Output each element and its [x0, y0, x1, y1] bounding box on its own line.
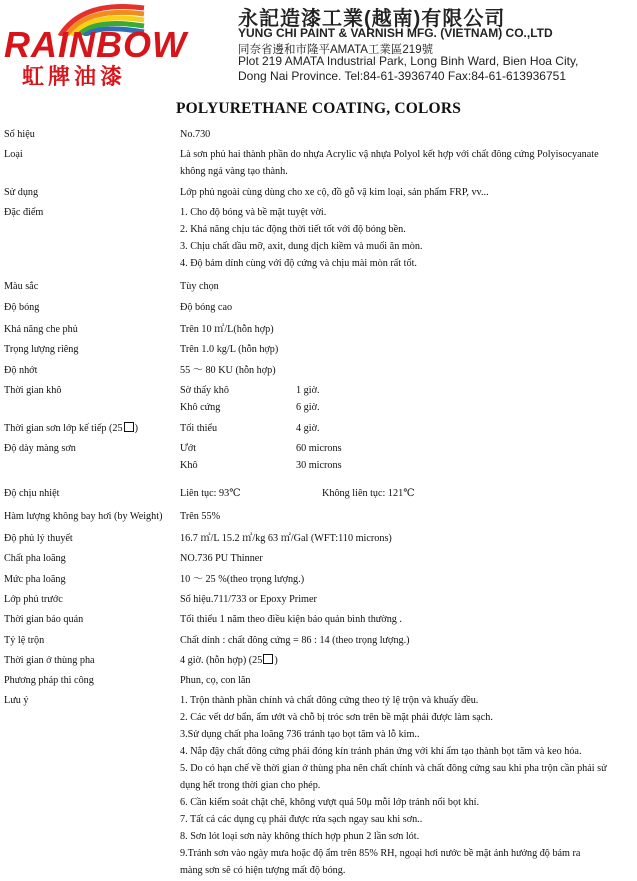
spec-value-line: 8. Sơn lót loại sơn này không thích hợp phun 2 lần sơn lót.: [180, 831, 420, 843]
spec-label: Thời gian khô: [4, 384, 62, 396]
spec-value-line: 1. Trộn thành phần chính và chất đông cứng theo tỷ lệ trộn và khuấy đều.: [180, 695, 479, 707]
spec-value-line: 3.Sử dụng chất pha loãng 736 tránh tạo bọt tăm và lỗ kim..: [180, 729, 420, 741]
spec-label: Số hiệu: [4, 129, 35, 140]
spec-label: Độ phủ lý thuyết: [4, 533, 73, 544]
spec-label: Lớp phủ trước: [4, 593, 63, 605]
spec-label: Khả năng che phủ: [4, 324, 78, 335]
spec-subitem: Sờ thấy khô: [180, 384, 229, 396]
spec-value: [180, 634, 632, 651]
spec-value-line: 4. Độ bám dính cùng với độ cứng và chịu mài mòn rất tốt.: [180, 258, 417, 270]
spec-value-line: 6. Cần kiểm soát chặt chẽ, không vượt quá 50μ mỗi lớp tránh nổi bọt khí.: [180, 797, 480, 809]
document-title: POLYURETHANE COATING, COLORS: [175, 100, 462, 117]
spec-subitem: Ướt: [180, 442, 197, 454]
spec-value-line: NO.736 PU Thinner: [180, 553, 263, 565]
degree-box-icon: [124, 422, 134, 432]
brand-logo-text: RAINBOW: [4, 24, 187, 65]
spec-label: Thời gian ở thùng pha: [4, 654, 95, 666]
spec-label: Thời gian bảo quản: [4, 614, 84, 626]
spec-label: Độ chịu nhiệt: [4, 488, 60, 500]
spec-value-line: No.730: [180, 129, 211, 140]
spec-value-line: [180, 401, 632, 418]
spec-subvalue: 6 giờ.: [296, 401, 320, 413]
spec-value: [180, 280, 632, 297]
spec-subvalue: Không liên tục: 121℃: [322, 488, 415, 500]
spec-value-line: 3. Chịu chất dầu mỡ, axit, dung dịch kiềm và muối ăn mòn.: [180, 241, 423, 253]
spec-value: [180, 694, 632, 881]
spec-value: [180, 422, 632, 439]
spec-value: [180, 654, 632, 671]
spec-value: [180, 593, 632, 610]
spec-value: [180, 148, 632, 182]
spec-value-line: 5. Do có hạn chế về thời gian ở thùng pha nên chất chính và chất đông cứng sau khi pha trộn cần phải sử: [180, 763, 607, 775]
spec-subvalue: 60 microns: [296, 442, 342, 454]
spec-value-line: Là sơn phủ hai thành phần do nhựa Acrylic vậ nhựa Polyol kết hợp với chất đông cứng Polyisocyanate: [180, 149, 599, 161]
address-english-line2: Dong Nai Province. Tel:84-61-3936740 Fax:84-61-613936751: [238, 69, 567, 83]
spec-label: Thời gian sơn lớp kế tiếp (25 ): [4, 422, 139, 434]
spec-label: Trọng lượng riêng: [4, 344, 79, 356]
spec-value-line: [180, 442, 632, 459]
spec-value-line: [180, 487, 632, 504]
spec-value: [180, 301, 632, 318]
spec-value: [180, 364, 632, 381]
spec-label: Chất pha loãng: [4, 553, 66, 565]
spec-value: [180, 487, 632, 504]
letterhead: [0, 0, 637, 90]
spec-value-line: Độ bóng cao: [180, 301, 233, 313]
spec-value-line: Trên 1.0 kg/L (hỗn hợp): [180, 344, 279, 356]
address-chinese: 同奈省邊和市隆平AMATA工業區219號: [238, 44, 434, 56]
spec-value-line: 16.7 ㎡/L 15.2 ㎡/kg 63 ㎡/Gal (WFT:110 microns): [180, 533, 392, 544]
spec-label: Loại: [4, 149, 23, 161]
degree-box-icon: [263, 654, 273, 664]
spec-label: Phương pháp thi công: [4, 675, 94, 687]
spec-value-line: 2. Các vết dơ bẩn, ẩm ướt và chỗ bị tróc sơn trên bề mặt phải được làm sạch.: [180, 712, 493, 724]
spec-value-line: 9.Tránh sơn vào ngày mưa hoặc độ ẩm trên 85% RH, ngoại hơi nước bề mặt ảnh hưởng độ bám ra: [180, 848, 581, 860]
spec-value-line: Tối thiểu 1 năm theo điều kiện bảo quản bình thường .: [180, 614, 402, 626]
spec-subvalue: 4 giờ.: [296, 422, 320, 434]
spec-label: Độ nhớt: [4, 364, 38, 376]
spec-label: Màu sắc: [4, 281, 39, 293]
spec-value: [180, 674, 632, 691]
spec-subvalue: 1 giờ.: [296, 384, 320, 396]
spec-value: [180, 343, 632, 360]
spec-value: [180, 532, 632, 549]
brand-logo-chinese: 虹牌油漆: [22, 65, 127, 90]
spec-subitem: Tối thiểu: [180, 422, 218, 434]
spec-value-line: 1. Cho độ bóng và bề mặt tuyệt vời.: [180, 207, 327, 219]
spec-value-line: Chất dính : chất đông cứng = 86 : 14 (theo trọng lượng.): [180, 634, 410, 646]
spec-value-line: Phun, cọ, con lăn: [180, 675, 251, 687]
spec-value-line: 10 ～ 25 %(theo trọng lượng.): [180, 573, 305, 585]
spec-value-line: Trên 10 ㎡/L(hỗn hợp): [180, 324, 274, 335]
spec-label: Đặc điểm: [4, 207, 44, 219]
spec-value-line: 4. Nắp đậy chất đông cứng phải đóng kín tránh phản ứng với khí ẩm tạo thành bọt tăm và keo hóa.: [180, 746, 582, 758]
spec-value: [180, 323, 632, 340]
spec-value-line: [180, 422, 632, 439]
spec-value-line: màng sơn sẽ có hiện tượng mất độ bóng.: [180, 865, 346, 877]
spec-label: Lưu ý: [4, 695, 29, 707]
spec-value-line: [180, 384, 632, 401]
address-english-line1: Plot 219 AMATA Industrial Park, Long Binh Ward, Bien Hoa City,: [238, 54, 579, 68]
spec-value: [180, 510, 632, 527]
spec-label: Độ bóng: [4, 301, 40, 313]
spec-value-line: Trên 55%: [180, 510, 221, 522]
spec-subitem: Liên tục: 93℃: [180, 488, 241, 500]
company-name-english: YUNG CHI PAINT & VARNISH MFG. (VIETNAM) CO.,LTD: [238, 26, 553, 40]
company-name-chinese: 永記造漆工業(越南)有限公司: [238, 8, 506, 30]
spec-subvalue: 30 microns: [296, 459, 342, 471]
spec-value-line: [180, 459, 632, 476]
spec-value-line: Tùy chọn: [180, 281, 219, 293]
spec-value-line: Số hiệu.711/733 or Epoxy Primer: [180, 593, 317, 605]
spec-value-line: 7. Tất cả các dụng cụ phải được rửa sạch ngay sau khi sơn..: [180, 814, 423, 826]
spec-value: [180, 573, 632, 590]
spec-value-line: Lớp phủ ngoài cùng dùng cho xe cộ, đồ gỗ vậ kim loại, sản phẩm FRP, vv...: [180, 186, 489, 198]
spec-value: [180, 442, 632, 476]
spec-value: [180, 128, 632, 145]
spec-label: Mức pha loãng: [4, 573, 66, 585]
spec-subitem: Khô: [180, 459, 198, 471]
spec-label: Tỷ lệ trộn: [4, 634, 45, 646]
spec-value-line: không ngả vàng tạo thành.: [180, 166, 288, 178]
spec-value: [180, 206, 632, 274]
spec-value: [180, 186, 632, 203]
spec-value-line: 4 giờ. (hỗn hợp) (25 ): [180, 654, 278, 666]
spec-value: [180, 384, 632, 418]
spec-value-line: 2. Khả năng chịu tác động thời tiết tốt với độ bóng bền.: [180, 224, 406, 236]
spec-value: [180, 613, 632, 630]
spec-value-line: dụng hết trong thời gian cho phép.: [180, 780, 321, 792]
spec-label: Độ dày màng sơn: [4, 442, 76, 454]
spec-value-line: 55 ～ 80 KU (hỗn hợp): [180, 364, 276, 376]
spec-label: Hàm lượng không bay hơi (by Weight): [4, 510, 163, 522]
spec-value: [180, 552, 632, 569]
spec-subitem: Khô cứng: [180, 401, 221, 413]
spec-label: Sử dụng: [4, 186, 39, 198]
